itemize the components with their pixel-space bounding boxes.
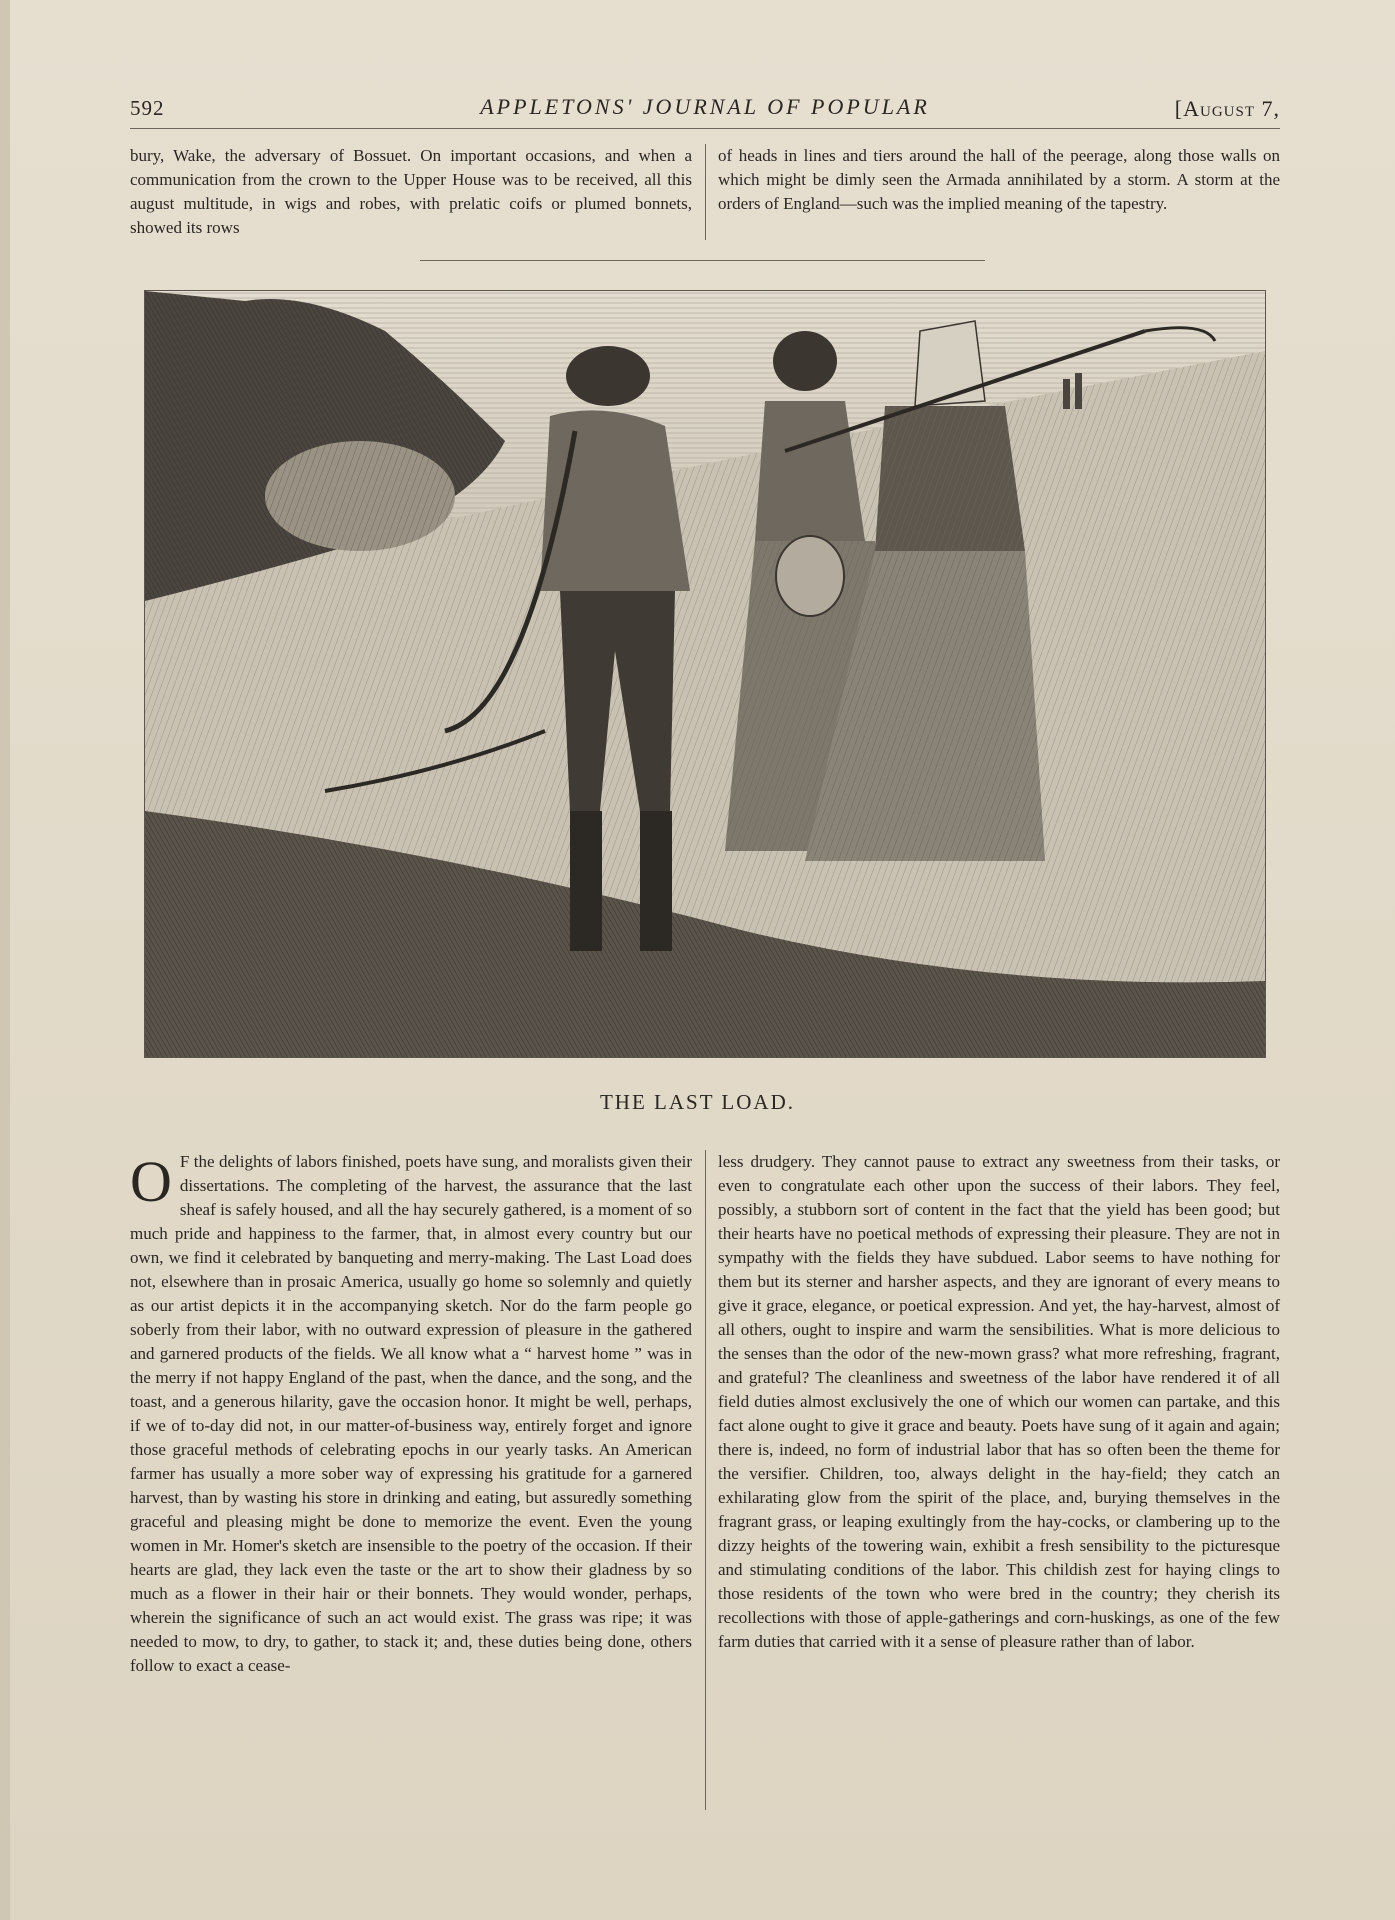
article-left-text: F the delights of labors finished, poets have sung, and moralists given their dissertations. The completing of the harvest, the assurance that the last sheaf is safely housed, and all the hay securely gathered, is a moment of so much pride and happiness to the farmer, that, in almost every country but our own, we find it celebrated by banqueting and merry-making. The Last Load does not, elsewhere than in prosaic America, usually go home so solemnly and quietly as our artist depicts it in the accompanying sketch. Nor do the farm people go soberly from their labor, with no outward expression of pleasure in the gathered and garnered products of the fields. We all know what a “ harvest home ” was in the merry if not happy England of the past, when the dance, and the song, and the toast, and a generous hilarity, gave the occasion honor. It might be well, perhaps, if we of to-day did not, in our matter-of-business way, entirely forget and ignore those graceful methods of celebrating epochs in our yearly tasks. An American farmer has usually a more sober way of expressing his gratitude for a garnered harvest, than by wasting his store in drinking and eating, but assuredly something graceful and pleasing might be done to memorize the event. Even the young women in Mr. Homer's sketch are insensible to the poetry of the occasion. If their hearts are glad, they lack even the taste or the art to show their gladness by so much as a flower in their hair or their bonnets. They would wonder, perhaps, wherein the significance of such an act would exist. The grass was ripe; it was needed to mow, to dry, to gather, to stack it; and, these duties being done, others follow to exact a cease-: [130, 1152, 692, 1675]
running-header: [130, 94, 1280, 124]
article-column-divider: [705, 1150, 706, 1810]
article-right-column: [718, 1150, 1280, 1654]
top-column-divider: [705, 144, 706, 240]
drop-cap: O: [130, 1149, 172, 1214]
header-rule: [130, 128, 1280, 129]
journal-title: APPLETONS' JOURNAL OF POPULAR: [480, 94, 930, 119]
page-edge: [0, 0, 10, 1920]
engraving-image: [145, 291, 1265, 1057]
engraving-illustration: [144, 290, 1266, 1058]
issue-date: [August 7,: [1174, 96, 1280, 121]
section-separator: [420, 260, 985, 261]
top-text-right: of heads in lines and tiers around the hall of the peerage, along those walls on which might be dimly seen the Armada annihilated by a storm. A storm at the orders of England—such was the implied meaning of the tapestry.: [718, 146, 1280, 213]
article-left-column: [130, 1150, 692, 1678]
article-title: THE LAST LOAD.: [599, 1090, 795, 1114]
top-text-left: bury, Wake, the adversary of Bossuet. On important occasions, and when a communication from the crown to the Upper House was to be received, all this august multitude, in wigs and robes, with prelatic coifs or plumed bonnets, showed its rows: [130, 146, 692, 237]
top-text-right-column: [718, 144, 1280, 216]
top-text-left-column: [130, 144, 692, 240]
page-number: 592: [130, 96, 165, 120]
article-right-text: less drudgery. They cannot pause to extract any sweetness from their tasks, or even to congratulate each other upon the success of their labors. They feel, possibly, a stubborn sort of content in the fact that the yield has been good; but their hearts have no poetical methods of expressing their pleasure. They are not in sympathy with the fields they have subdued. Labor seems to have nothing for them but its sterner and harsher aspects, and they are ignorant of every means to give it grace, elegance, or poetical expression. And yet, the hay-harvest, almost of all others, ought to inspire and warm the sensibilities. What is more delicious to the senses than the odor of the new-mown grass? what more refreshing, fragrant, and grateful? The cleanliness and sweetness of the labor have rendered it of all field duties almost exclusively the one of which our women can partake, and this fact alone ought to give it grace and beauty. Poets have sung of it again and again; there is, indeed, no form of industrial labor that has so often been the theme for the versifier. Children, too, always delight in the hay-field; they catch an exhilarating glow from the spirit of the place, and, burying themselves in the fragrant grass, or leaping exultingly from the hay-cocks, or clambering up to the dizzy heights of the towering wain, exhibit a fresh sensibility to the picturesque and stimulating conditions of the labor. This childish zest for haying clings to those residents of the town who were bred in the country; they cherish its recollections with those of apple-gatherings and corn-huskings, as one of the few farm duties that carried with it a sense of pleasure rather than of labor.: [718, 1152, 1280, 1651]
